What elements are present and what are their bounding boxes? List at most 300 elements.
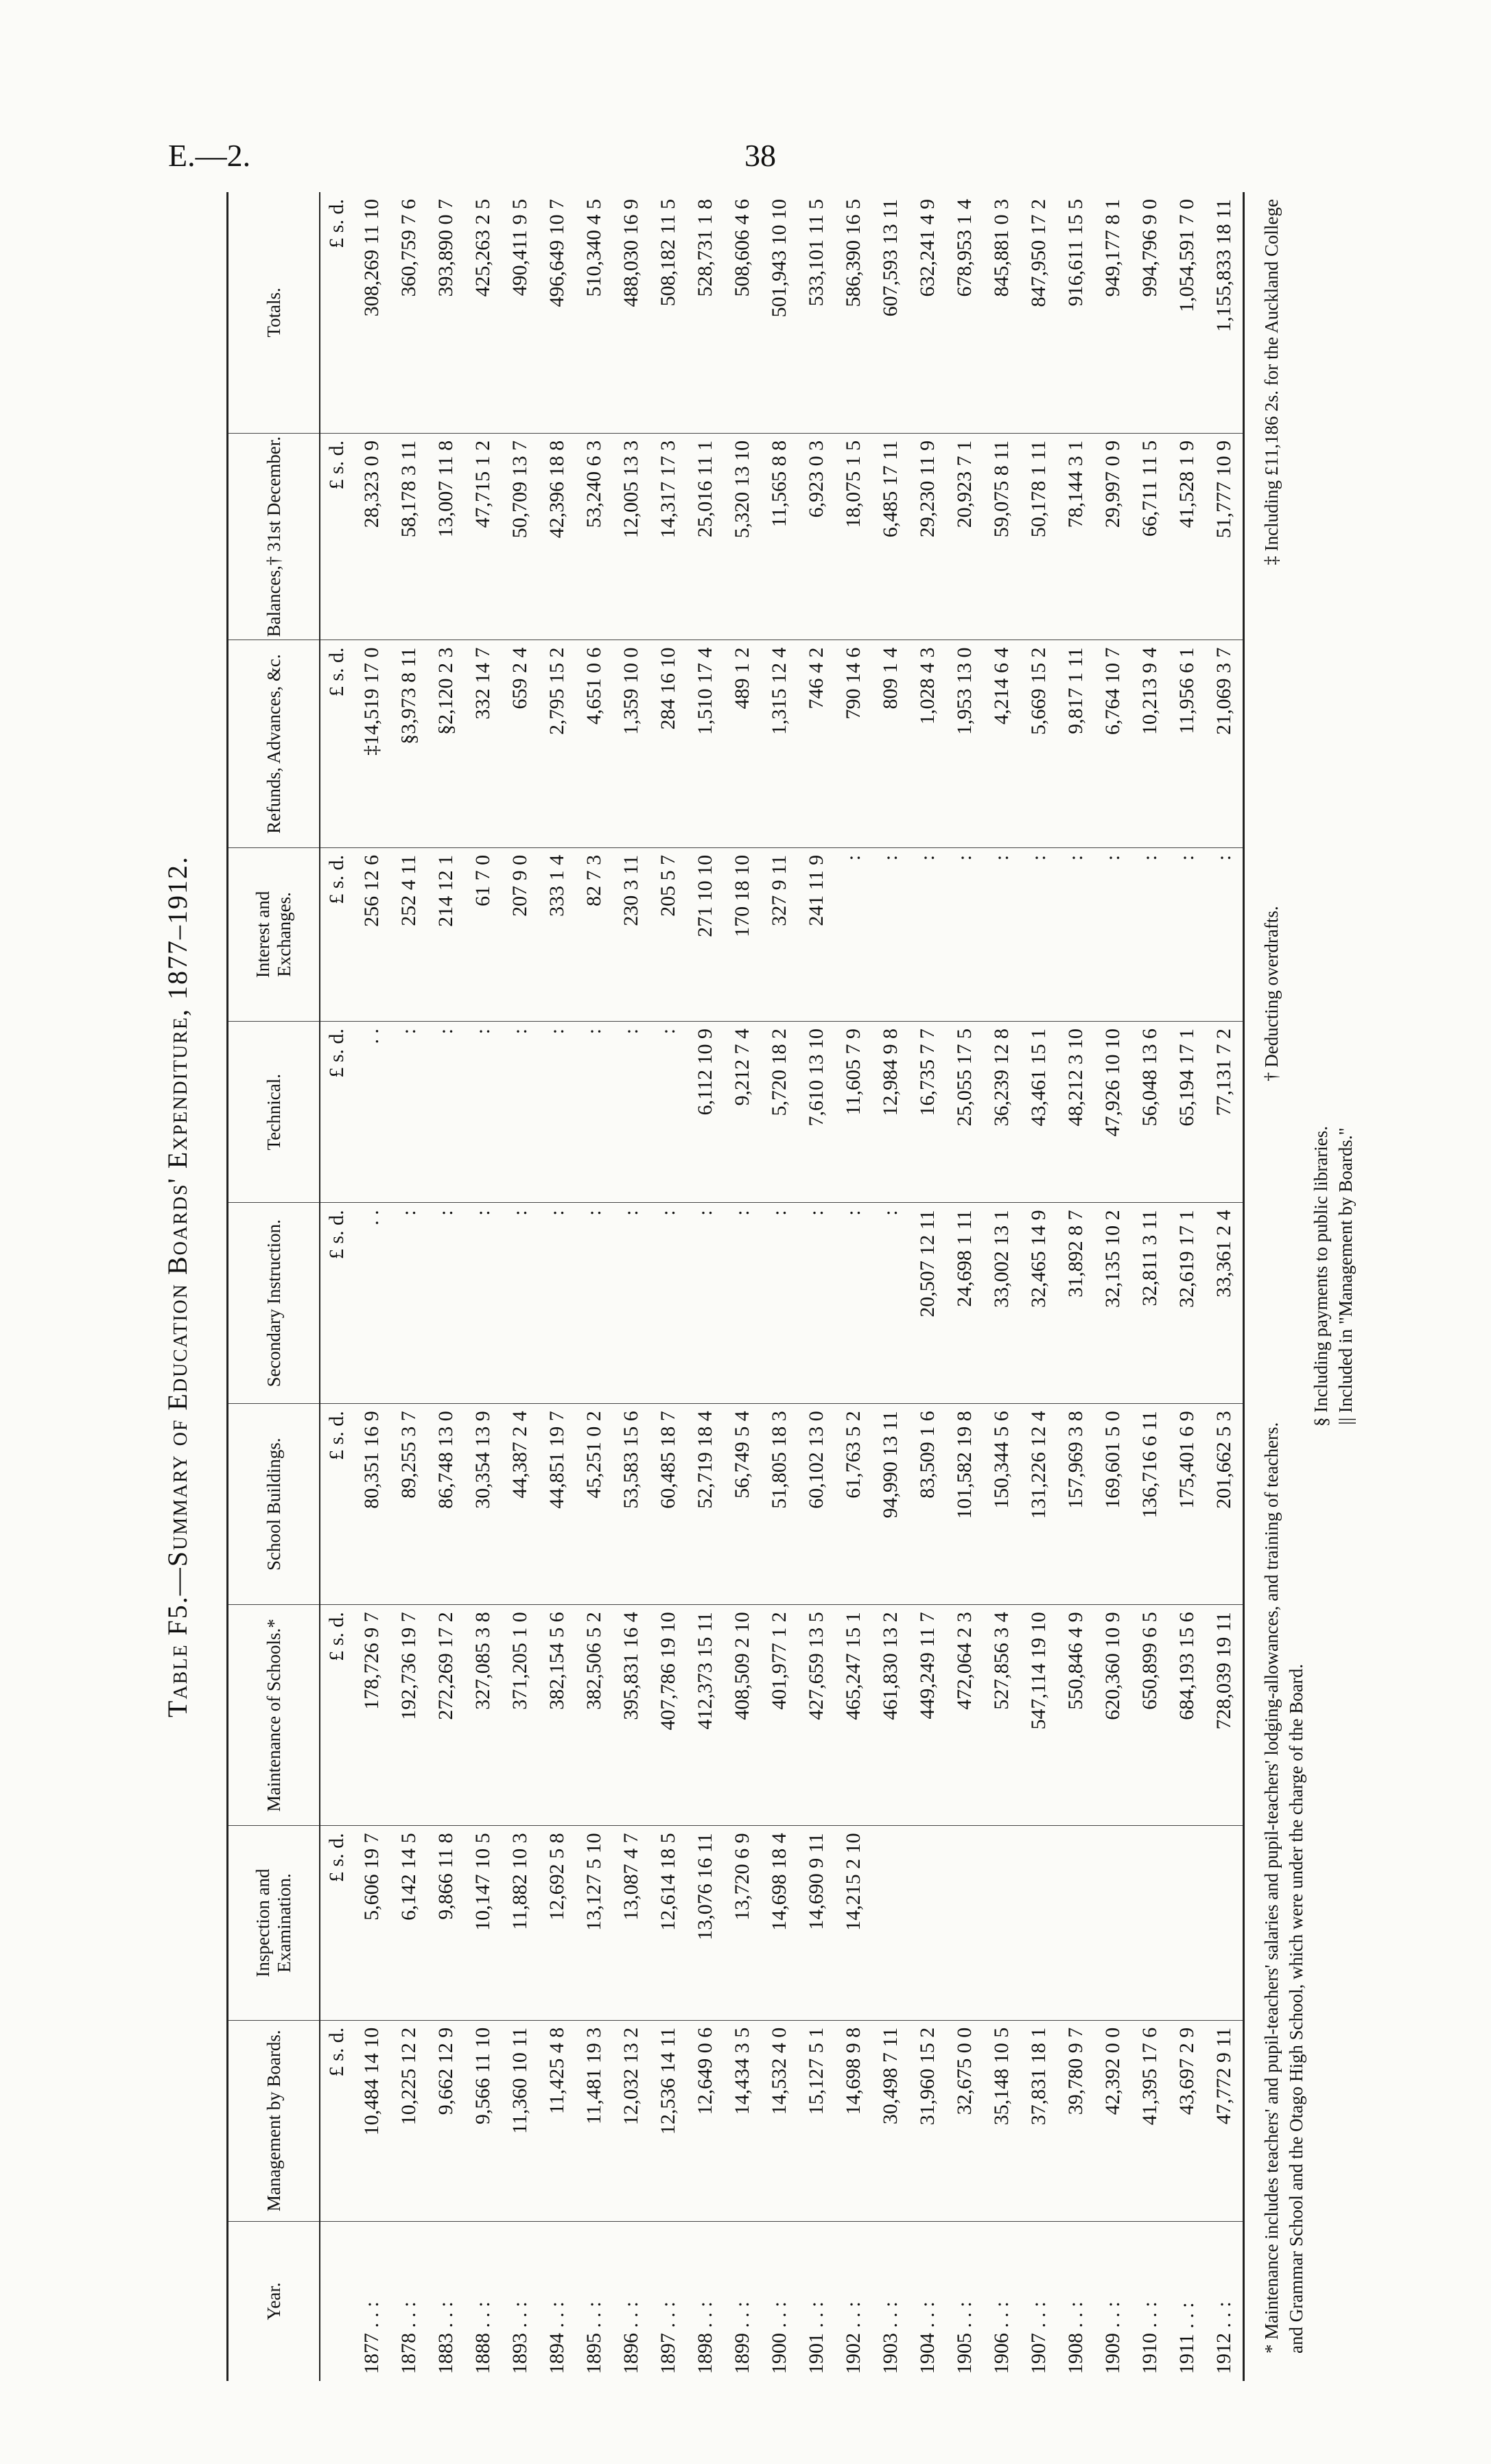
table-cell: 201,662 5 3 (1206, 1404, 1244, 1605)
table-cell: 6,142 14 5 (390, 1826, 427, 2020)
table-cell: 41,395 17 6 (1131, 2020, 1169, 2221)
column-header: Balances,† 31st December. (228, 433, 320, 640)
table-cell: 425,263 2 5 (465, 192, 502, 433)
table-cell: 809 1 4 (872, 640, 909, 847)
table-cell: 407,786 19 10 (650, 1605, 687, 1826)
table-cell: 47,715 1 2 (465, 433, 502, 640)
table-cell: 6,485 17 11 (872, 433, 909, 640)
table-cell: 9,817 1 11 (1057, 640, 1094, 847)
table-cell: 472,064 2 3 (946, 1605, 983, 1826)
table-cell: 465,247 15 1 (835, 1605, 872, 1826)
table-cell (1169, 1826, 1206, 2020)
table-cell: 33,002 13 1 (983, 1203, 1020, 1404)
table-cell: 501,943 10 10 (761, 192, 798, 433)
table-cell: 11,360 10 11 (502, 2020, 539, 2221)
table-cell: 620,360 10 9 (1094, 1605, 1131, 1826)
table-cell: 52,719 18 4 (687, 1404, 724, 1605)
footnote-libraries: § Including payments to public libraries. (1311, 1126, 1331, 1427)
table-cell: 12,984 9 8 (872, 1021, 909, 1202)
year-cell: 1888 . . : (471, 2301, 494, 2374)
table-cell: 1,953 13 0 (946, 640, 983, 847)
table-cell: 14,317 17 3 (650, 433, 687, 640)
table-row (1206, 192, 1244, 2381)
table-cell (1206, 1826, 1244, 2020)
table-cell: 44,387 2 4 (502, 1404, 539, 1605)
table-cell: 78,144 3 1 (1057, 433, 1094, 640)
column-header: Year. (228, 2221, 320, 2381)
table-cell: 24,698 1 11 (946, 1203, 983, 1404)
units-cell: £ s. d. (320, 192, 353, 433)
table-cell: 6,112 10 9 (687, 1021, 724, 1202)
table-row (1057, 192, 1094, 2381)
table-cell (872, 1826, 909, 2020)
table-cell: 949,177 8 1 (1094, 192, 1131, 433)
table-cell: 80,351 16 9 (353, 1404, 390, 1605)
units-cell: £ s. d. (320, 1605, 353, 1826)
table-cell: 847,950 17 2 (1020, 192, 1057, 433)
table-cell: 916,611 15 5 (1057, 192, 1094, 433)
footnote-management: || Included in "Management by Boards." (1335, 1127, 1356, 1425)
table-cell: 20,507 12 11 (909, 1203, 946, 1404)
table-cell: 371,205 1 0 (502, 1605, 539, 1826)
table-cell: 157,969 3 8 (1057, 1404, 1094, 1605)
table-cell: 659 2 4 (502, 640, 539, 847)
table-cell: 44,851 19 7 (539, 1404, 576, 1605)
table-cell: 12,614 18 5 (650, 1826, 687, 2020)
units-cell: £ s. d. (320, 433, 353, 640)
table-cell: 51,805 18 3 (761, 1404, 798, 1605)
table-cell: 47,926 10 10 (1094, 1021, 1131, 1202)
year-cell: 1897 . . : (657, 2301, 679, 2374)
table-cell: : (539, 1021, 576, 1202)
table-cell: : (650, 1021, 687, 1202)
table-cell: 11,605 7 9 (835, 1021, 872, 1202)
table-cell: 136,716 6 11 (1131, 1404, 1169, 1605)
table-cell: 11,882 10 3 (502, 1826, 539, 2020)
table-cell: 547,114 19 10 (1020, 1605, 1057, 1826)
table-cell: 25,016 11 1 (687, 433, 724, 640)
table-cell: 4,214 6 4 (983, 640, 1020, 847)
table-cell: 272,269 17 2 (427, 1605, 465, 1826)
table-row (1131, 192, 1169, 2381)
table-cell: 4,651 0 6 (576, 640, 613, 847)
page-header-left: E.—2. (168, 138, 251, 173)
year-cell: 1902 . . : (842, 2301, 865, 2374)
table-cell: 56,749 5 4 (724, 1404, 761, 1605)
table-cell: 9,566 11 10 (465, 2020, 502, 2221)
table-cell: 178,726 9 7 (353, 1605, 390, 1826)
table-cell: 510,340 4 5 (576, 192, 613, 433)
table-cell (946, 1826, 983, 2020)
table-cell: 43,461 15 1 (1020, 1021, 1057, 1202)
expenditure-table (226, 192, 1245, 2381)
table-cell: : (465, 1021, 502, 1202)
table-cell: §2,120 2 3 (427, 640, 465, 847)
column-header: Secondary Instruction. (228, 1203, 320, 1404)
table-cell: 14,698 9 8 (835, 2020, 872, 2221)
table-cell: 271 10 10 (687, 847, 724, 1021)
year-cell: 1906 . . : (990, 2301, 1013, 2374)
table-cell: 11,425 4 8 (539, 2020, 576, 2221)
rotated-table-page (161, 192, 1356, 2381)
table-cell: 207 9 0 (502, 847, 539, 1021)
table-cell: 214 12 1 (427, 847, 465, 1021)
table-row (427, 192, 465, 2381)
table-cell: : (390, 1021, 427, 1202)
table-cell: 82 7 3 (576, 847, 613, 1021)
table-row (613, 192, 650, 2381)
table-cell: : (1057, 847, 1094, 1021)
table-cell: 13,076 16 11 (687, 1826, 724, 2020)
table-cell: 12,692 5 8 (539, 1826, 576, 2020)
table-row (650, 192, 687, 2381)
table-cell: 461,830 13 2 (872, 1605, 909, 1826)
table-cell: : (983, 847, 1020, 1021)
table-cell: 50,709 13 7 (502, 433, 539, 640)
table-row (465, 192, 502, 2381)
table-cell: ‡14,519 17 0 (353, 640, 390, 847)
table-cell: 32,619 17 1 (1169, 1203, 1206, 1404)
footnote-deducting: † Deducting overdrafts. (1261, 906, 1282, 1082)
table-cell: : (798, 1203, 835, 1404)
year-cell: 1896 . . : (620, 2301, 642, 2374)
table-cell: 607,593 13 11 (872, 192, 909, 433)
footnotes (1259, 199, 1358, 2354)
table-cell: 994,796 9 0 (1131, 192, 1169, 433)
table-cell: 83,509 1 6 (909, 1404, 946, 1605)
table-cell: 170 18 10 (724, 847, 761, 1021)
units-cell (320, 2221, 353, 2381)
table-row (687, 192, 724, 2381)
table-cell: §3,973 8 11 (390, 640, 427, 847)
table-cell: 256 12 6 (353, 847, 390, 1021)
table-body (320, 192, 1244, 2381)
table-cell: : (946, 847, 983, 1021)
table-cell: 333 1 4 (539, 847, 576, 1021)
table-cell: 56,048 13 6 (1131, 1021, 1169, 1202)
table-row (1169, 192, 1206, 2381)
table-cell: 632,241 4 9 (909, 192, 946, 433)
table-cell: 1,155,833 18 11 (1206, 192, 1244, 433)
table-row (798, 192, 835, 2381)
table-cell: 12,005 13 3 (613, 433, 650, 640)
table-row (835, 192, 872, 2381)
column-header: Interest and Exchanges. (228, 847, 320, 1021)
table-cell: 205 5 7 (650, 847, 687, 1021)
table-row (724, 192, 761, 2381)
table-row (576, 192, 613, 2381)
table-cell: : (687, 1203, 724, 1404)
footnote-maintenance: * Maintenance includes teachers' and pupil-teachers' salaries and pupil-teachers' lodging-allowances, and training of teachers. (1261, 1422, 1282, 2354)
table-cell: 308,269 11 10 (353, 192, 390, 433)
table-row (872, 192, 909, 2381)
table-cell: 20,923 7 1 (946, 433, 983, 640)
table-cell: : (1206, 847, 1244, 1021)
table-cell: 28,323 0 9 (353, 433, 390, 640)
table-cell: : (1169, 847, 1206, 1021)
table-cell: 12,032 13 2 (613, 2020, 650, 2221)
table-cell: 42,396 18 8 (539, 433, 576, 640)
footnote-including-auckland: ‡ Including £11,186 2s. for the Auckland College (1261, 199, 1282, 565)
column-header: Technical. (228, 1021, 320, 1202)
table-cell: 508,606 4 6 (724, 192, 761, 433)
table-row (983, 192, 1020, 2381)
table-cell: 32,811 3 11 (1131, 1203, 1169, 1404)
year-cell: 1899 . . : (731, 2301, 753, 2374)
table-cell: 86,748 13 0 (427, 1404, 465, 1605)
table-cell: : (872, 847, 909, 1021)
units-cell: £ s. d. (320, 1826, 353, 2020)
table-cell: 13,007 11 8 (427, 433, 465, 640)
table-cell: 241 11 9 (798, 847, 835, 1021)
table-cell: 427,659 13 5 (798, 1605, 835, 1826)
table-cell: : (390, 1203, 427, 1404)
table-cell: 53,583 15 6 (613, 1404, 650, 1605)
table-cell: 650,899 6 5 (1131, 1605, 1169, 1826)
table-row (539, 192, 576, 2381)
table-cell: : (650, 1203, 687, 1404)
table-cell: : (427, 1203, 465, 1404)
table-cell: : (724, 1203, 761, 1404)
table-cell: 488,030 16 9 (613, 192, 650, 433)
table-cell: 728,039 19 11 (1206, 1605, 1244, 1826)
table-cell: 14,215 2 10 (835, 1826, 872, 2020)
table-cell: 61,763 5 2 (835, 1404, 872, 1605)
table-row (502, 192, 539, 2381)
table-cell: : (872, 1203, 909, 1404)
table-cell: : (502, 1203, 539, 1404)
table-cell: 31,892 8 7 (1057, 1203, 1094, 1404)
year-cell: 1904 . . : (916, 2301, 939, 2374)
units-row (320, 192, 353, 2381)
table-cell: 89,255 3 7 (390, 1404, 427, 1605)
table-cell: 11,481 19 3 (576, 2020, 613, 2221)
table-cell: 533,101 11 5 (798, 192, 835, 433)
table-cell: 412,373 15 11 (687, 1605, 724, 1826)
table-cell: 586,390 16 5 (835, 192, 872, 433)
table-cell: 48,212 3 10 (1057, 1021, 1094, 1202)
year-cell: 1903 . . : (879, 2301, 902, 2374)
table-cell: : (576, 1021, 613, 1202)
table-cell: 131,226 12 4 (1020, 1404, 1057, 1605)
table-cell: 1,028 4 3 (909, 640, 946, 847)
column-header: School Buildings. (228, 1404, 320, 1605)
table-cell: 1,315 12 4 (761, 640, 798, 847)
column-header: Inspection and Examination. (228, 1826, 320, 2020)
table-cell: : (1094, 847, 1131, 1021)
table-cell: 230 3 11 (613, 847, 650, 1021)
table-cell: 36,239 12 8 (983, 1021, 1020, 1202)
table-cell: 29,230 11 9 (909, 433, 946, 640)
table-cell: 94,990 13 11 (872, 1404, 909, 1605)
table-cell: 14,532 4 0 (761, 2020, 798, 2221)
table-cell: 9,662 12 9 (427, 2020, 465, 2221)
year-cell: 1883 . . : (434, 2301, 457, 2374)
table-cell: . . (353, 1203, 390, 1404)
table-cell: 5,720 18 2 (761, 1021, 798, 1202)
table-cell: 528,731 1 8 (687, 192, 724, 433)
footnote-line-1 (1259, 199, 1284, 2354)
table-cell: : (465, 1203, 502, 1404)
table-cell: 13,720 6 9 (724, 1826, 761, 2020)
units-cell: £ s. d. (320, 2020, 353, 2221)
table-cell: 11,565 8 8 (761, 433, 798, 640)
year-cell: 1900 . . : (768, 2301, 790, 2374)
table-cell: 59,075 8 11 (983, 433, 1020, 640)
table-cell: 150,344 5 6 (983, 1404, 1020, 1605)
table-cell: 30,354 13 9 (465, 1404, 502, 1605)
table-cell: 1,510 17 4 (687, 640, 724, 847)
table-cell: 66,711 11 5 (1131, 433, 1169, 640)
table-cell: 1,054,591 7 0 (1169, 192, 1206, 433)
table-cell: 496,649 10 7 (539, 192, 576, 433)
table-cell: 51,777 10 9 (1206, 433, 1244, 640)
table-cell: 746 4 2 (798, 640, 835, 847)
table-cell: 332 14 7 (465, 640, 502, 847)
table-cell: 53,240 6 3 (576, 433, 613, 640)
units-cell: £ s. d. (320, 847, 353, 1021)
table-cell: 50,178 1 11 (1020, 433, 1057, 640)
table-row (946, 192, 983, 2381)
table-cell: 101,582 19 8 (946, 1404, 983, 1605)
table-cell: : (502, 1021, 539, 1202)
table-cell: 6,764 10 7 (1094, 640, 1131, 847)
table-cell: 845,881 0 3 (983, 192, 1020, 433)
table-cell: 12,536 14 11 (650, 2020, 687, 2221)
column-header: Management by Boards. (228, 2020, 320, 2221)
table-cell: 360,759 7 6 (390, 192, 427, 433)
table-header-row (228, 192, 320, 2381)
table-cell: 10,147 10 5 (465, 1826, 502, 2020)
units-cell: £ s. d. (320, 640, 353, 847)
column-header: Refunds, Advances, &c. (228, 640, 320, 847)
table-cell: 29,997 0 9 (1094, 433, 1131, 640)
table-cell: 58,178 3 11 (390, 433, 427, 640)
year-cell: 1878 . . : (397, 2301, 420, 2374)
table-cell: 37,831 18 1 (1020, 2020, 1057, 2221)
table-cell: 6,923 0 3 (798, 433, 835, 640)
table-cell (1131, 1826, 1169, 2020)
table-cell: 9,866 11 8 (427, 1826, 465, 2020)
table-cell: 1,359 10 0 (613, 640, 650, 847)
table-cell: 2,795 15 2 (539, 640, 576, 847)
table-cell: 10,225 12 2 (390, 2020, 427, 2221)
table-cell: 60,485 18 7 (650, 1404, 687, 1605)
table-cell: 395,831 16 4 (613, 1605, 650, 1826)
table-cell: 508,182 11 5 (650, 192, 687, 433)
table-cell: 790 14 6 (835, 640, 872, 847)
table-cell: 678,953 1 4 (946, 192, 983, 433)
table-cell: 41,528 1 9 (1169, 433, 1206, 640)
year-cell: 1907 . . : (1027, 2301, 1050, 2374)
table-cell: 327,085 3 8 (465, 1605, 502, 1826)
table-cell: 31,960 15 2 (909, 2020, 946, 2221)
table-cell: 550,846 4 9 (1057, 1605, 1094, 1826)
table-cell: 16,735 7 7 (909, 1021, 946, 1202)
table-cell: 5,320 13 10 (724, 433, 761, 640)
table-cell: 47,772 9 11 (1206, 2020, 1244, 2221)
year-cell: 1901 . . : (805, 2301, 827, 2374)
year-cell: 1877 . . : (360, 2301, 383, 2374)
table-cell: 15,127 5 1 (798, 2020, 835, 2221)
table-row (390, 192, 427, 2381)
table-cell: 32,465 14 9 (1020, 1203, 1057, 1404)
table-cell: 13,087 4 7 (613, 1826, 650, 2020)
table-cell: 393,890 0 7 (427, 192, 465, 433)
table-cell: 408,509 2 10 (724, 1605, 761, 1826)
table-row (761, 192, 798, 2381)
table-cell: 60,102 13 0 (798, 1404, 835, 1605)
year-cell: 1905 . . : (953, 2301, 976, 2374)
table-cell: 18,075 1 5 (835, 433, 872, 640)
table-cell: : (1020, 847, 1057, 1021)
table-row (909, 192, 946, 2381)
column-header: Maintenance of Schools.* (228, 1605, 320, 1826)
year-cell: 1909 . . : (1101, 2301, 1124, 2374)
table-cell (1057, 1826, 1094, 2020)
table-cell: 14,698 18 4 (761, 1826, 798, 2020)
table-cell: 77,131 7 2 (1206, 1021, 1244, 1202)
page-number: 38 (744, 138, 776, 173)
table-cell: 39,780 9 7 (1057, 2020, 1094, 2221)
table-cell: 169,601 5 0 (1094, 1404, 1131, 1605)
table-cell: 12,649 0 6 (687, 2020, 724, 2221)
table-cell: : (539, 1203, 576, 1404)
units-cell: £ s. d. (320, 1404, 353, 1605)
year-cell: 1912 . . : (1206, 2221, 1244, 2381)
table-cell: 252 4 11 (390, 847, 427, 1021)
units-cell: £ s. d. (320, 1021, 353, 1202)
table-cell: : (1131, 847, 1169, 1021)
table-cell: 527,856 3 4 (983, 1605, 1020, 1826)
table-cell: : (576, 1203, 613, 1404)
year-cell: 1910 . . : (1138, 2301, 1161, 2374)
table-cell: 284 16 10 (650, 640, 687, 847)
table-cell: 175,401 6 9 (1169, 1404, 1206, 1605)
table-cell: 5,606 19 7 (353, 1826, 390, 2020)
table-cell (909, 1826, 946, 2020)
table-cell: 9,212 7 4 (724, 1021, 761, 1202)
table-cell: : (427, 1021, 465, 1202)
table-cell: : (835, 1203, 872, 1404)
table-cell: 490,411 9 5 (502, 192, 539, 433)
year-cell: 1894 . . : (545, 2301, 568, 2374)
table-title: Table F5.—Summary of Education Boards' Expenditure, 1877–1912. (162, 856, 193, 1717)
table-cell: 14,690 9 11 (798, 1826, 835, 2020)
table-cell: : (835, 847, 872, 1021)
table-cell: 14,434 3 5 (724, 2020, 761, 2221)
table-cell: : (909, 847, 946, 1021)
table-cell (1094, 1826, 1131, 2020)
units-cell: £ s. d. (320, 1203, 353, 1404)
table-cell: 43,697 2 9 (1169, 2020, 1206, 2221)
table-cell: 45,251 0 2 (576, 1404, 613, 1605)
footnote-line-2: and Grammar School and the Otago High School, which were under the charge of the Board. (1286, 1664, 1306, 2354)
table-cell: 684,193 15 6 (1169, 1605, 1206, 1826)
table-row (1020, 192, 1057, 2381)
year-cell: 1898 . . : (694, 2301, 716, 2374)
table-cell: : (613, 1203, 650, 1404)
table-row (353, 192, 390, 2381)
table-cell: 13,127 5 10 (576, 1826, 613, 2020)
year-cell: 1893 . . : (508, 2301, 531, 2374)
table-cell (1020, 1826, 1057, 2020)
table-cell: 35,148 10 5 (983, 2020, 1020, 2221)
year-cell: 1908 . . : (1064, 2301, 1087, 2374)
table-cell: 10,484 14 10 (353, 2020, 390, 2221)
year-cell: 1895 . . : (583, 2301, 605, 2374)
table-cell: 33,361 2 4 (1206, 1203, 1244, 1404)
